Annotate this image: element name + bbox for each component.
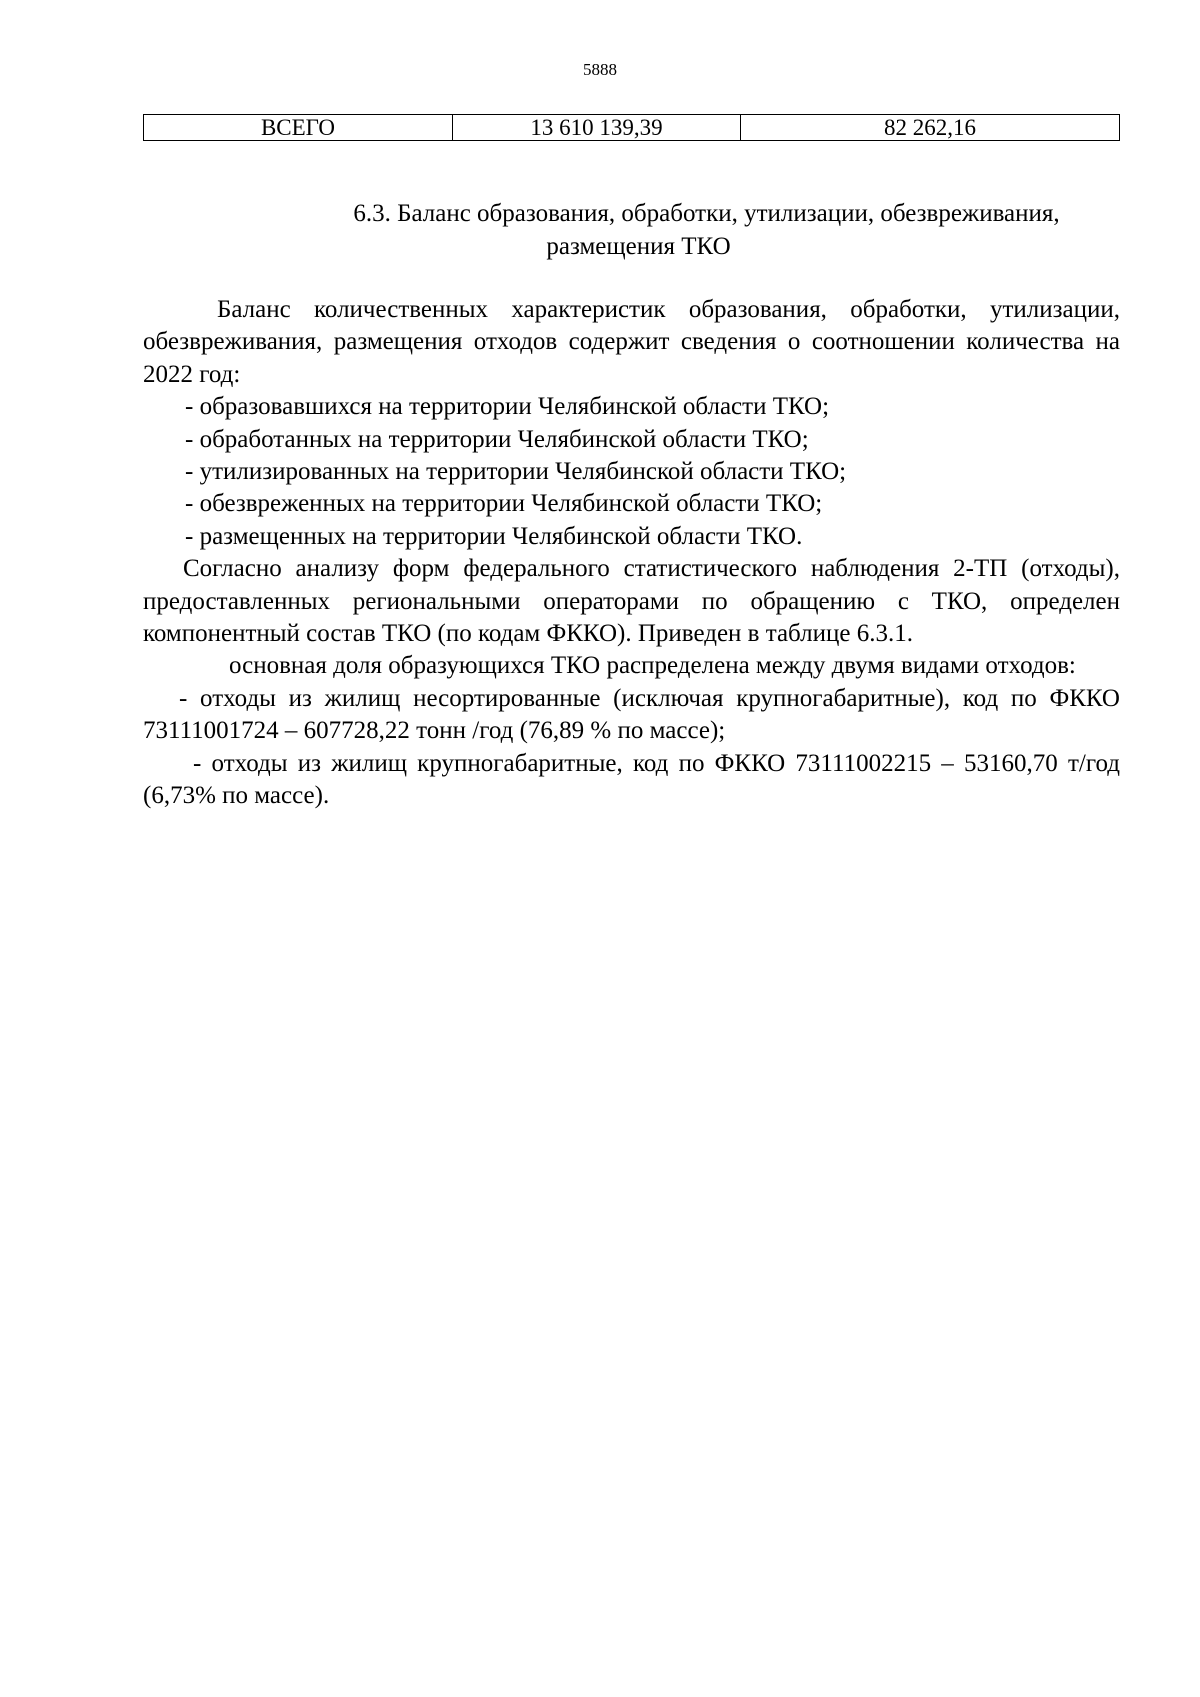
share-paragraph: основная доля образующихся ТКО распределена между двумя видами отходов:	[229, 652, 1076, 680]
section-title	[143, 197, 1120, 263]
waste2-paragraph: - отходы из жилищ крупногабаритные, код по ФККО 73111002215 – 53160,70 т/год (6,73% по массе).	[143, 749, 1120, 810]
list-item: - размещенных на территории Челябинской области ТКО.	[185, 522, 803, 550]
list-item: - образовавшихся на территории Челябинской области ТКО;	[185, 393, 830, 421]
analysis-paragraph: Согласно анализу форм федерального статистического наблюдения 2-ТП (отходы), предоставленных региональными операторами по обращению с ТКО, определен компонентный состав ТКО (по кодам ФККО). Приведен в таблице 6.3.1.	[143, 555, 1120, 648]
list-item: - утилизированных на территории Челябинской области ТКО;	[185, 458, 847, 486]
total-value1-cell: 13 610 139,39	[453, 115, 741, 141]
intro-paragraph: Баланс количественных характеристик образования, обработки, утилизации, обезвреживания, размещения отходов содержит сведения о соотношении количества на 2022 год:	[143, 296, 1120, 388]
table-row	[144, 115, 1120, 141]
total-label-cell: ВСЕГО	[144, 115, 453, 141]
list-item: - обработанных на территории Челябинской области ТКО;	[185, 425, 809, 453]
list-item: - обезвреженных на территории Челябинской области ТКО;	[185, 490, 823, 518]
page-number: 5888	[583, 60, 617, 79]
section-title-line1: 6.3. Баланс образования, обработки, утилизации, обезвреживания,	[353, 200, 1060, 227]
total-value2-cell: 82 262,16	[741, 115, 1120, 141]
waste1-paragraph: - отходы из жилищ несортированные (исключая крупногабаритные), код по ФККО 73111001724 – 607728,22 тонн /год (76,89 % по массе);	[143, 684, 1120, 745]
body-text	[143, 294, 1120, 813]
section-title-line2: размещения ТКО	[546, 233, 731, 260]
total-table	[143, 114, 1120, 141]
